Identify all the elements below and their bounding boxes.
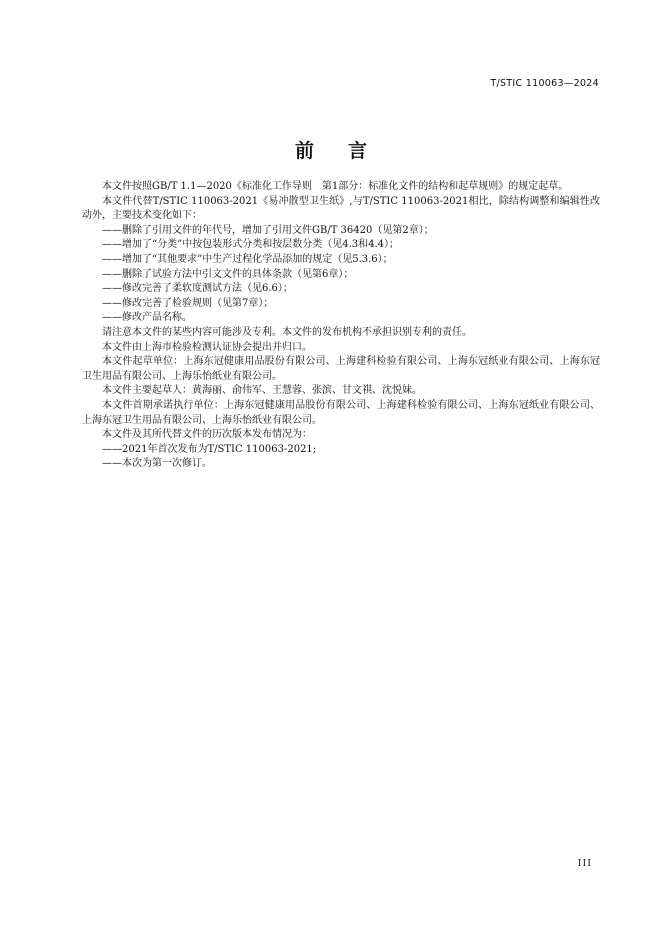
change-item: ——删除了引用文件的年代号，增加了引用文件GB/T 36420（见第2章）； [102, 224, 434, 236]
page-number: III [577, 858, 592, 869]
paragraph-drafters: 本文件主要起草人：黄海丽、俞伟军、王慧蓉、张滨、甘文祺、沈悦妹。 [102, 385, 422, 397]
paragraph-drafting-rules: 本文件按照GB/T 1.1—2020《标准化工作导则 第1部分：标准化文件的结构和起草规则》的规定起草。 [102, 181, 569, 192]
change-item: ——修改产品名称。 [102, 312, 192, 324]
history-item: ——2021年首次发布为T/STIC 110063-2021; [102, 443, 317, 455]
change-item: ——修改完善了柔软度测试方法（见6.6）； [102, 283, 293, 295]
title-char-1: 前 [294, 140, 314, 162]
change-item: ——增加了“其他要求”中生产过程化学品添加的规定（见5.3.6）； [102, 253, 393, 265]
document-number: T/STIC 110063—2024 [490, 78, 599, 89]
change-item: ——删除了试验方法中引文文件的具体条款（见第6章）； [102, 268, 354, 280]
paragraph-patent-notice: 请注意本文件的某些内容可能涉及专利。本文件的发布机构不承担识别专利的责任。 [102, 326, 472, 338]
paragraph-history-intro: 本文件及其所代替文件的历次版本发布情况为： [102, 429, 312, 441]
paragraph-executing-units: 本文件首期承诺执行单位：上海东冠健康用品股份有限公司、上海建科检验有限公司、上海东冠纸业有限公司、上海东冠卫生用品有限公司、上海乐怡纸业有限公司。 [82, 399, 600, 426]
paragraph-drafting-units: 本文件起草单位：上海东冠健康用品股份有限公司、上海建科检验有限公司、上海东冠纸业有限公司、上海东冠卫生用品有限公司、上海乐怡纸业有限公司。 [82, 356, 600, 382]
foreword-body [82, 180, 600, 472]
change-item: ——增加了“分类”中按包装形式分类和按层数分类（见4.3和4.4）； [102, 239, 400, 251]
change-item: ——修改完善了检验规则（见第7章）； [102, 297, 274, 309]
paragraph-proposer: 本文件由上海市检验检测认证协会提出并归口。 [102, 341, 312, 353]
page-title [0, 136, 662, 163]
history-item: ——本次为第一次修订。 [102, 458, 212, 470]
paragraph-replacement: 本文件代替T/STIC 110063-2021《易冲散型卫生纸》,与T/STIC 110063-2021相比，除结构调整和编辑性改动外，主要技术变化如下： [82, 195, 600, 222]
title-char-2: 言 [348, 140, 368, 162]
